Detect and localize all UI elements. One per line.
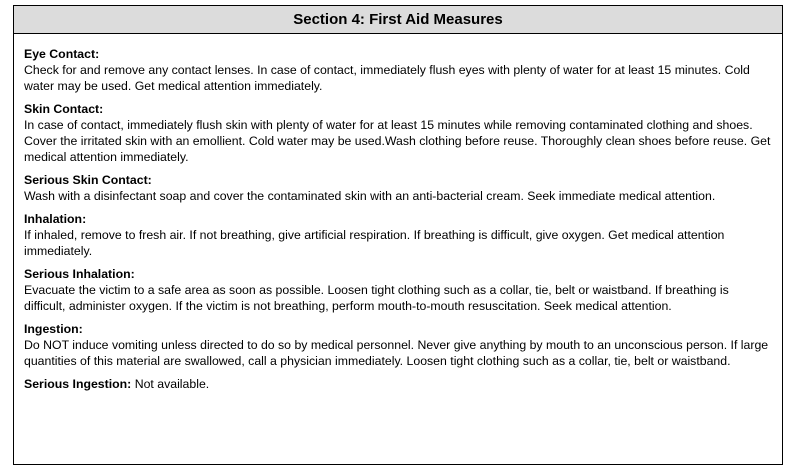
skin-contact-item: [24, 101, 772, 165]
serious-ingestion-item: [24, 376, 772, 392]
inhalation-title: Inhalation:: [24, 212, 87, 226]
serious-inhalation-title: Serious Inhalation:: [24, 267, 135, 281]
eye-contact-title: Eye Contact:: [24, 47, 100, 61]
serious-ingestion-title: Serious Ingestion:: [24, 377, 135, 391]
skin-contact-text: In case of contact, immediately flush skin with plenty of water for at least 15 minutes while removing contaminated clothing and shoes. Cover the irritated skin with an emollient. Cold water may be used.Wash clothing before reuse. Thoroughly clean shoes before reuse. Get medical attention immediately.: [24, 118, 771, 164]
ingestion-title: Ingestion:: [24, 322, 83, 336]
eye-contact-item: [24, 46, 772, 94]
serious-skin-contact-item: [24, 172, 772, 204]
first-aid-section: [13, 5, 783, 465]
ingestion-text: Do NOT induce vomiting unless directed to do so by medical personnel. Never give anything by mouth to an unconscious person. If large quantities of this material are swallowed, call a physician immediately. Loosen tight clothing such as a collar, tie, belt or waistband.: [24, 338, 769, 368]
inhalation-item: [24, 211, 772, 259]
serious-ingestion-text: Not available.: [134, 377, 210, 391]
serious-skin-contact-text: Wash with a disinfectant soap and cover the contaminated skin with an anti-bacterial cream. Seek immediate medical attention.: [24, 189, 716, 203]
skin-contact-title: Skin Contact:: [24, 102, 104, 116]
serious-inhalation-text: Evacuate the victim to a safe area as soon as possible. Loosen tight clothing such as a collar, tie, belt or waistband. If breathing is difficult, administer oxygen. If the victim is not breathing, perform mouth-to-mouth resuscitation. Seek medical attention.: [24, 283, 729, 313]
eye-contact-text: Check for and remove any contact lenses. In case of contact, immediately flush eyes with plenty of water for at least 15 minutes. Cold water may be used. Get medical attention immediately.: [24, 63, 750, 93]
serious-inhalation-item: [24, 266, 772, 314]
section-title: Section 4: First Aid Measures: [14, 6, 782, 34]
serious-skin-contact-title: Serious Skin Contact:: [24, 173, 152, 187]
ingestion-item: [24, 321, 772, 369]
inhalation-text: If inhaled, remove to fresh air. If not breathing, give artificial respiration. If breathing is difficult, give oxygen. Get medical attention immediately.: [24, 228, 725, 258]
section-body: [14, 34, 782, 392]
